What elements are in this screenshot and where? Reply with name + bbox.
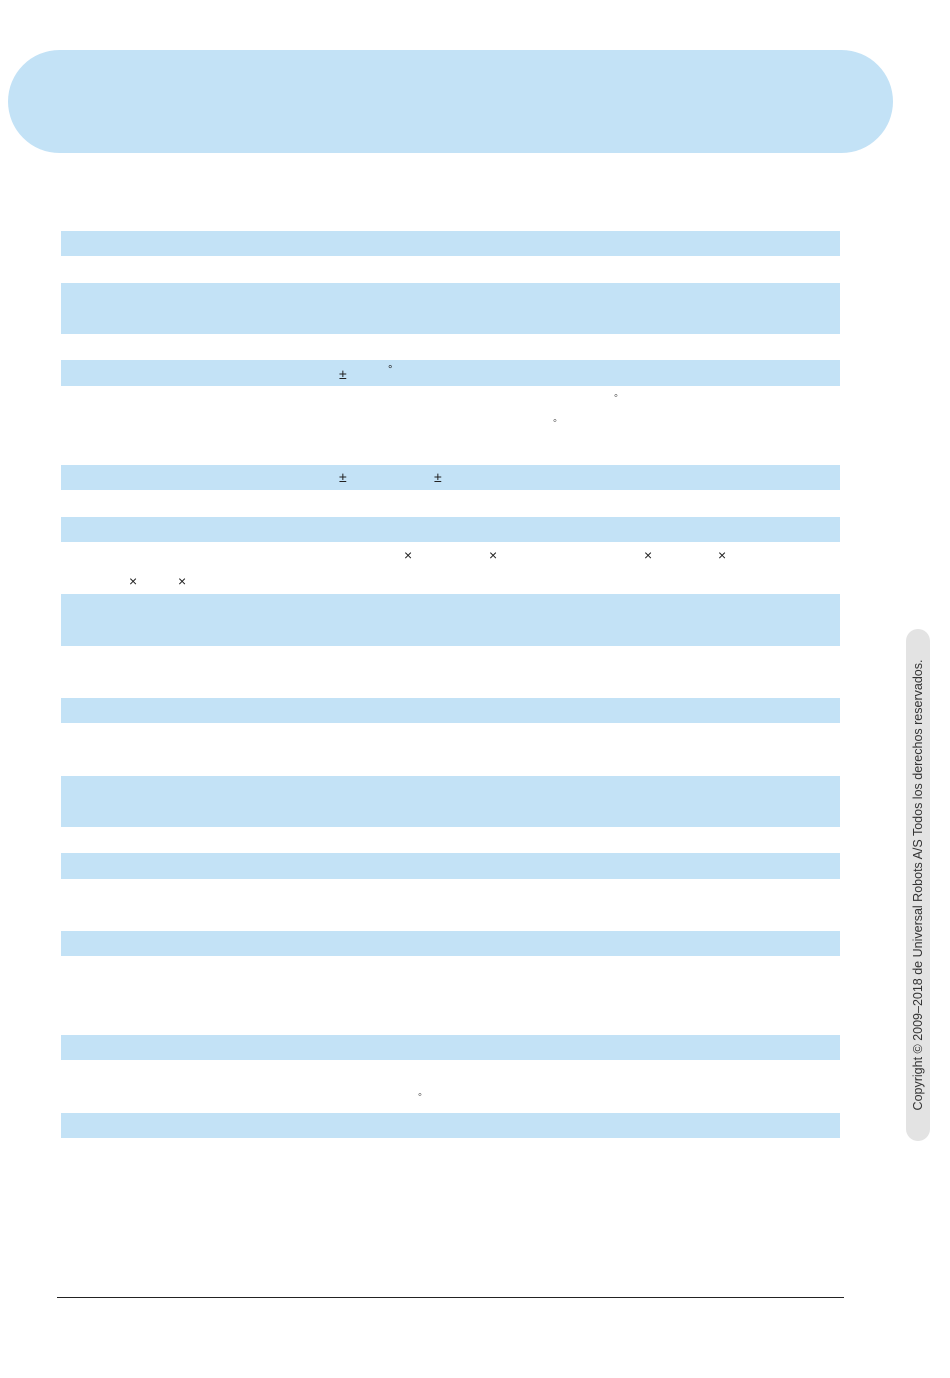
times-symbol: × — [129, 573, 138, 589]
table-row — [61, 1035, 840, 1060]
table-row — [61, 776, 840, 827]
times-symbol: × — [644, 547, 653, 563]
table-row — [61, 360, 840, 386]
plus-minus-symbol: ± — [339, 469, 347, 485]
times-symbol: × — [404, 547, 413, 563]
copyright-notice: Copyright © 2009–2018 de Universal Robots A/S Todos los derechos reservados. — [911, 659, 925, 1111]
degree-symbol: ◦ — [418, 1089, 422, 1101]
table-row — [61, 931, 840, 956]
table-row — [61, 853, 840, 879]
table-row — [61, 465, 840, 490]
table-row — [61, 698, 840, 723]
times-symbol: × — [178, 573, 187, 589]
plus-minus-symbol: ± — [434, 469, 442, 485]
table-row — [61, 517, 840, 542]
footer-rule — [57, 1297, 844, 1298]
table-row — [61, 1113, 840, 1138]
degree-symbol: ◦ — [614, 390, 618, 402]
times-symbol: × — [489, 547, 498, 563]
plus-minus-symbol: ± — [339, 366, 347, 382]
header-band — [8, 50, 893, 153]
degree-symbol: ° — [388, 364, 393, 376]
times-symbol: × — [718, 547, 727, 563]
table-row — [61, 231, 840, 256]
degree-symbol: ◦ — [553, 415, 557, 427]
table-row — [61, 594, 840, 646]
table-row — [61, 283, 840, 334]
